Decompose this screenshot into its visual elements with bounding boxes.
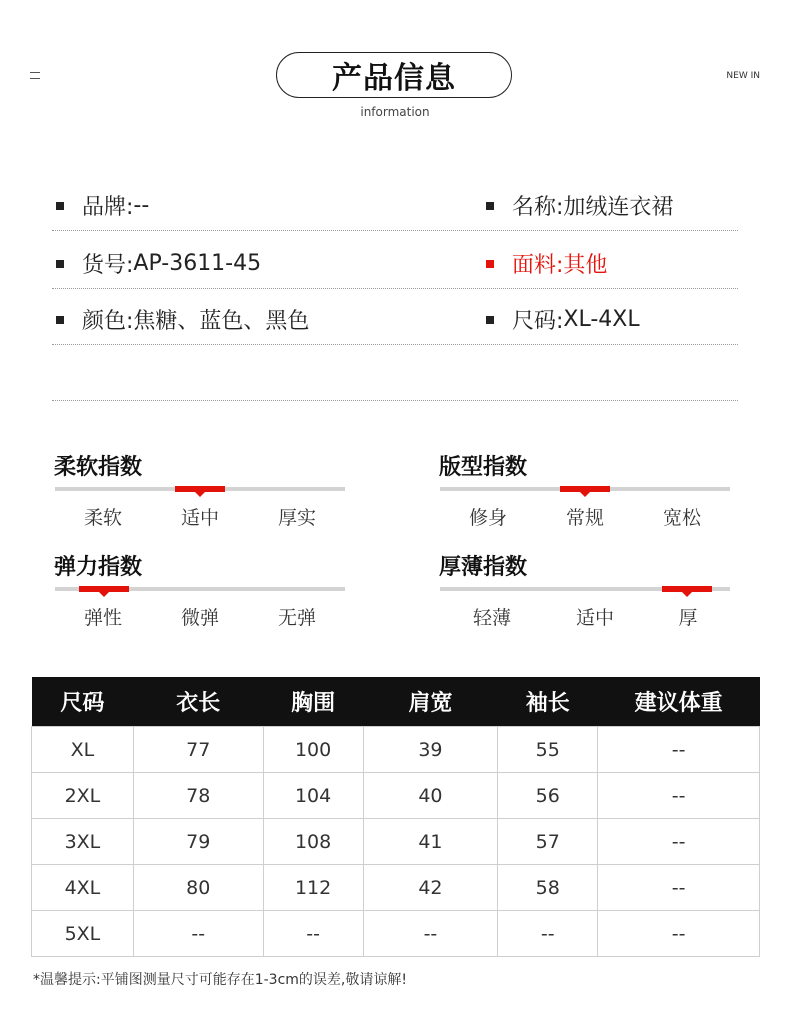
fit-option: 修身 bbox=[468, 507, 507, 529]
info-brand bbox=[56, 190, 149, 221]
info-value: 焦糖、蓝色、黑色 bbox=[133, 309, 310, 334]
table-cell: 39 bbox=[363, 727, 498, 773]
bullet-icon bbox=[56, 202, 64, 210]
fit-index-marker bbox=[560, 486, 610, 492]
thickness-option: 厚 bbox=[678, 607, 698, 629]
table-cell: -- bbox=[598, 911, 760, 957]
table-cell: -- bbox=[263, 911, 363, 957]
table-cell: 3XL bbox=[32, 819, 134, 865]
table-header-row bbox=[32, 677, 760, 727]
info-label: 颜色: bbox=[82, 309, 134, 334]
new-in-badge: NEW IN bbox=[726, 71, 760, 81]
elasticity-option: 微弹 bbox=[180, 607, 219, 629]
info-fabric bbox=[486, 248, 607, 279]
elasticity-index-title: 弹力指数 bbox=[54, 555, 143, 580]
table-cell: 100 bbox=[263, 727, 363, 773]
table-cell: 5XL bbox=[32, 911, 134, 957]
table-cell: 78 bbox=[133, 773, 263, 819]
fit-option: 宽松 bbox=[662, 507, 701, 529]
page-subtitle: information bbox=[360, 105, 430, 119]
fit-option: 常规 bbox=[565, 507, 604, 529]
softness-index-marker bbox=[175, 486, 225, 492]
bullet-icon bbox=[56, 260, 64, 268]
table-row bbox=[32, 727, 760, 773]
table-cell: 58 bbox=[498, 865, 598, 911]
fit-index-track bbox=[440, 487, 730, 491]
info-sku bbox=[56, 248, 261, 279]
thickness-index-track bbox=[440, 587, 730, 591]
table-cell: 55 bbox=[498, 727, 598, 773]
info-value: -- bbox=[133, 193, 150, 218]
info-label: 尺码: bbox=[512, 309, 564, 334]
info-value: 其他 bbox=[563, 253, 608, 278]
info-color bbox=[56, 304, 309, 335]
table-cell: -- bbox=[363, 911, 498, 957]
elasticity-index-track bbox=[55, 587, 345, 591]
table-cell: -- bbox=[133, 911, 263, 957]
info-label: 货号: bbox=[82, 253, 134, 278]
bullet-icon bbox=[486, 316, 494, 324]
bullet-icon bbox=[486, 202, 494, 210]
table-cell: 40 bbox=[363, 773, 498, 819]
info-value: XL-4XL bbox=[563, 307, 640, 332]
column-header: 袖长 bbox=[498, 677, 598, 727]
table-cell: 104 bbox=[263, 773, 363, 819]
table-cell: 4XL bbox=[32, 865, 134, 911]
table-cell: -- bbox=[598, 865, 760, 911]
thickness-option: 轻薄 bbox=[472, 607, 511, 629]
table-cell: 108 bbox=[263, 819, 363, 865]
menu-icon[interactable] bbox=[30, 72, 40, 80]
thickness-index-title: 厚薄指数 bbox=[439, 555, 528, 580]
table-cell: -- bbox=[598, 727, 760, 773]
measurement-note: *温馨提示:平铺图测量尺寸可能存在1-3cm的误差,敬请谅解! bbox=[33, 972, 407, 988]
divider bbox=[52, 344, 738, 345]
info-label: 品牌: bbox=[82, 195, 134, 220]
table-cell: 79 bbox=[133, 819, 263, 865]
info-value: AP-3611-45 bbox=[133, 251, 262, 276]
table-row bbox=[32, 773, 760, 819]
table-cell: 2XL bbox=[32, 773, 134, 819]
table-cell: -- bbox=[598, 819, 760, 865]
table-cell: 42 bbox=[363, 865, 498, 911]
table-cell: XL bbox=[32, 727, 134, 773]
thickness-index-marker bbox=[662, 586, 712, 592]
table-cell: 41 bbox=[363, 819, 498, 865]
divider bbox=[52, 400, 738, 401]
thickness-option: 适中 bbox=[575, 607, 614, 629]
table-row bbox=[32, 819, 760, 865]
softness-option: 柔软 bbox=[83, 507, 122, 529]
elasticity-index-marker bbox=[79, 586, 129, 592]
table-cell: 56 bbox=[498, 773, 598, 819]
size-table bbox=[31, 677, 760, 957]
table-cell: 80 bbox=[133, 865, 263, 911]
table-row bbox=[32, 911, 760, 957]
table-cell: 77 bbox=[133, 727, 263, 773]
softness-option: 适中 bbox=[180, 507, 219, 529]
info-label: 名称: bbox=[512, 195, 564, 220]
elasticity-option: 弹性 bbox=[83, 607, 122, 629]
column-header: 尺码 bbox=[32, 677, 134, 727]
info-value: 加绒连衣裙 bbox=[563, 195, 674, 220]
table-cell: 112 bbox=[263, 865, 363, 911]
info-size bbox=[486, 304, 640, 335]
column-header: 胸围 bbox=[263, 677, 363, 727]
table-cell: 57 bbox=[498, 819, 598, 865]
column-header: 肩宽 bbox=[363, 677, 498, 727]
table-row bbox=[32, 865, 760, 911]
page-title: 产品信息 bbox=[276, 52, 512, 98]
info-name bbox=[486, 190, 673, 221]
bullet-icon bbox=[56, 316, 64, 324]
column-header: 衣长 bbox=[133, 677, 263, 727]
divider bbox=[52, 288, 738, 289]
bullet-icon bbox=[486, 260, 494, 268]
table-cell: -- bbox=[498, 911, 598, 957]
table-cell: -- bbox=[598, 773, 760, 819]
divider bbox=[52, 230, 738, 231]
softness-index-track bbox=[55, 487, 345, 491]
column-header: 建议体重 bbox=[598, 677, 760, 727]
fit-index-title: 版型指数 bbox=[439, 455, 528, 480]
info-label: 面料: bbox=[512, 253, 564, 278]
softness-index-title: 柔软指数 bbox=[54, 455, 143, 480]
elasticity-option: 无弹 bbox=[277, 607, 316, 629]
softness-option: 厚实 bbox=[277, 507, 316, 529]
